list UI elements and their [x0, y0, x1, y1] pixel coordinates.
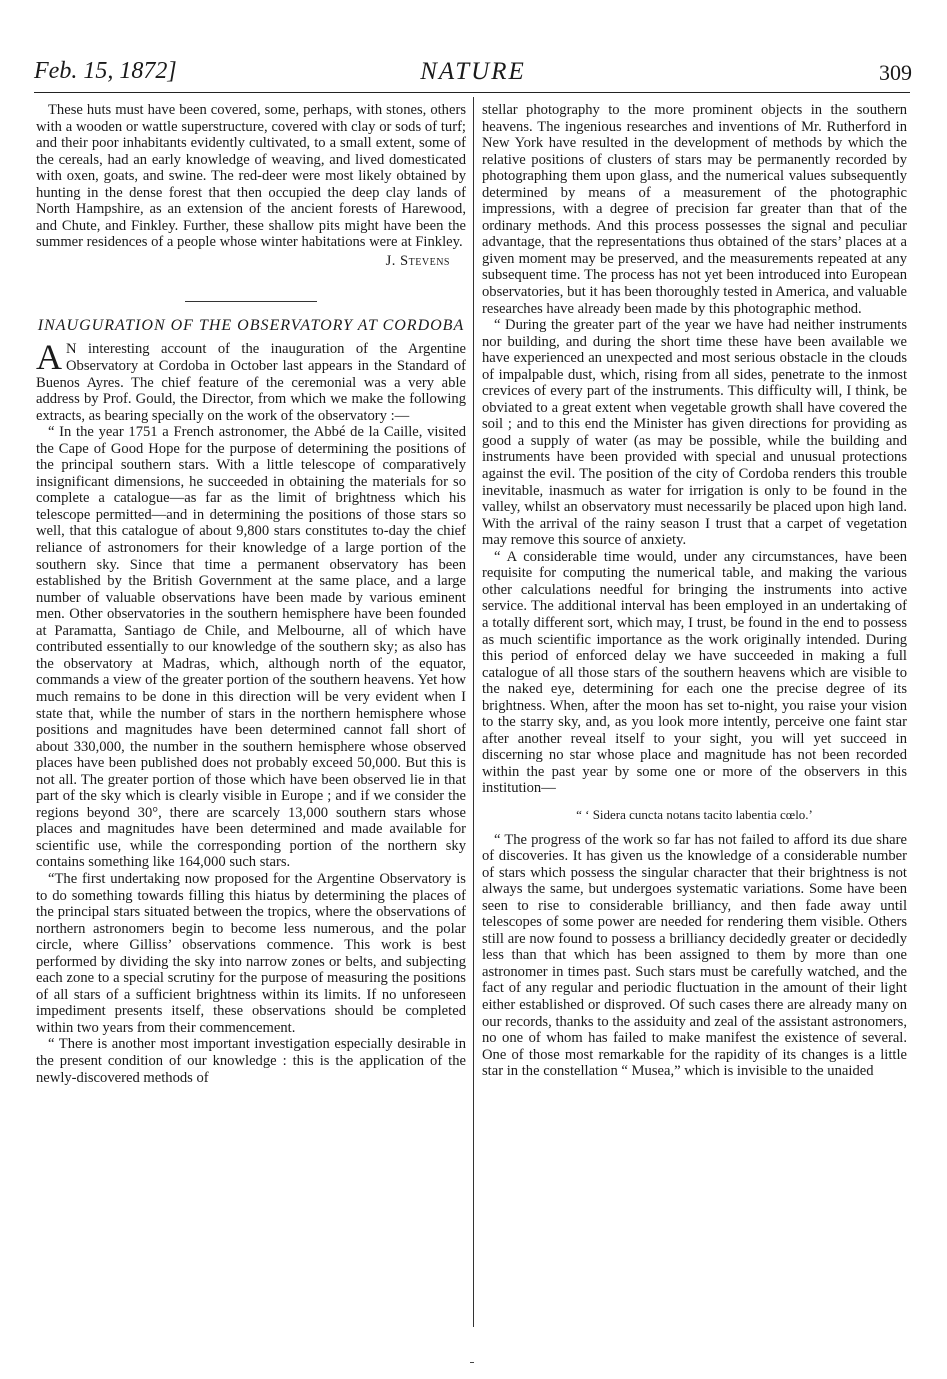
article-paragraph: “ In the year 1751 a French astronomer, the Abbé de la Caille, visited the Cape of Good Hope for the purpose of determining the positions of the principal southern stars. With a little telescope of comparatively insignificant dimensions, he succeeded in obtaining the materials for so complete a catalogue—as far as the limit of brightness which his telescope permitted—and in determining the positions of those stars so well, that this catalogue of about 9,800 stars constitutes to-day the chief reliance of astronomers for their knowledge of a large portion of the southern sky. Since that time a permanent observatory has been established by the British Government at the same place, and a large number of valuable observations have been made by various eminent men. Other observatories in the southern hemisphere have been founded at Paramatta, Santiago de Chile, and Melbourne, all of which have contributed essentially to our knowledge of the southern sky; as also has the observatory at Madras, which, although north of the equator, commands a view of the greater portion of the southern heavens. Yet how much remains to be done in this direction will be very evident when I state that, while the number of stars in the northern hemisphere whose positions and magnitudes have been determined cannot fall short of about 330,000, the number in the southern hemisphere whose observed places have been published does not probably exceed 50,000. But this is not all. The greater portion of those which have been observed lie in that part of the sky which is clearly visible in Europe ; and if we consider the regions beyond 30°, there are scarcely 13,000 southern stars whose places and magnitudes have been determined and made available for scientific use, while the corresponding portion of the northern sky contains something like 164,000 such stars.: [36, 424, 466, 871]
header-rule: [34, 92, 910, 93]
page-number: 309: [879, 60, 912, 85]
article-paragraph: “ The progress of the work so far has not failed to afford its due share of discoveries. It has given us the knowledge of a considerable number of stars which possess the singular character that their brightness is not always the same, but undergoes systematic variations. Some have been seen to rise to considerable brilliancy, and then fade away until telescopes of some power are needed for rendering them visible. Others still are now found to possess a brilliancy decidedly greater or decidedly less than that which has been assigned to them by more than one astronomer in times past. Such stars must be carefully watched, and the fact of any regular and periodic fluctuation in the amount of their light either established or disproved. Of such cases there are already many on our records, thanks to the assiduity and zeal of the assistant astronomers, no one of whom has failed to make manifest the existence of several. One of those most remarkable for the rapidity of its changes is a little star in the constellation “ Musea,” which is invisible to the unaided: [482, 831, 907, 1080]
page-header: [34, 58, 912, 92]
column-divider: [473, 97, 474, 1327]
article-paragraph: [36, 337, 466, 424]
latin-quotation: “ ‘ Sidera cuncta notans tacito labentia cœlo.’: [576, 806, 813, 822]
intro-paragraph: These huts must have been covered, some, perhaps, with stones, others with a wooden or wattle superstructure, covered with clay or sods of turf; and their poor inhabitants evidently cultivated, to a small extent, some of the cereals, had an early knowledge of weaving, and lived domesticated with oxen, goats, and swine. The red-deer were most likely obtained by hunting in the dense forest that then occupied the deep clay lands of North Hampshire, as an extension of the ancient forests of Harewood, and Chute, and Finkley. Further, these shallow pits might have been the summer residences of a people whose winter habitations were at Finkley.: [36, 102, 466, 251]
signature-text: J. Stevens: [385, 252, 450, 269]
article-title: INAUGURATION OF THE OBSERVATORY AT CORDOBA: [37, 317, 465, 335]
issue-date: Feb. 15, 1872]: [34, 58, 177, 84]
right-column: [482, 102, 907, 1080]
article-paragraph: “ During the greater part of the year we have had neither instruments nor building, and during the short time these have been available we have experienced an unexpected and most serious obstacle in the clouds of impalpable dust, which, rising from all sides, penetrate to the inmost crevices of every part of the instruments. This difficulty will, I think, be obviated to a great extent when vegetable growth shall have covered the soil ; and to this end the Minister has given directions for providing as good a supply of water (as may be possible, while the building and instruments have been provided with special and unusual protections against the evil. The position of the city of Cordoba renders this trouble inevitable, inasmuch as water for irrigation is only to be found in the valley, whilst an observatory must necessarily be placed upon high land. With the arrival of the rainy season I trust that a carpet of vegetation may remove this source of anxiety.: [482, 317, 907, 549]
drop-cap: A: [36, 337, 62, 378]
journal-title: NATURE: [420, 58, 526, 85]
article-separator: [185, 301, 317, 302]
article-paragraph: stellar photography to the more prominent objects in the southern heavens. The ingenious researches and inventions of Mr. Rutherford in New York have resulted in the development of methods by which the relative positions of clusters of stars may be permanently recorded by photographing them upon glass, and the numerical values subsequently determined by means of a measurement of the photographic impressions, with a degree of precision far greater than that of the ordinary methods. And this process possesses the signal and peculiar advantage, that the representations thus obtained of the stars’ places at a given moment may be preserved, and the measurements repeated at any subsequent time. The process has not yet been introduced into European observatories, but it has been thoroughly tested in America, and valuable researches have already been made by this photographic method.: [482, 102, 907, 317]
paragraph-text: N interesting account of the inauguration of the Argentine Observatory at Cordoba in October last appears in the Standard of Buenos Ayres. The chief feature of the ceremonial was a very able address by Prof. Gould, the Director, from which we make the following extracts, as bearing specially on the work of the observatory :—: [36, 341, 466, 424]
article-paragraph: “The first undertaking now proposed for the Argentine Observatory is to do something towards filling this hiatus by determining the places of the principal stars situated between the tropics, where the observations of northern astronomers begin to become less numerous, and the polar circle, where Gilliss’ observations commence. This work is best performed by dividing the sky into narrow zones or belts, and subjecting each zone to a special scrutiny for the purpose of measuring the positions of all stars of a sufficient brightness within its limits. If no unforeseen impediment presents itself, these observations should be completed within two years from their commencement.: [36, 870, 466, 1036]
article-paragraph: “ There is another most important investigation especially desirable in the present condition of our knowledge : this is the application of the newly-discovered methods of: [36, 1036, 466, 1086]
page-footer-mark: [470, 1362, 474, 1363]
author-signature: [36, 253, 466, 270]
left-column: [36, 102, 466, 1086]
article-paragraph: “ A considerable time would, under any circumstances, have been requisite for computing the numerical table, and making the various other calculations needful for bringing the instruments into active service. The additional interval has been employed in an undertaking of a totally different sort, which may, I trust, be found in the end to possess as much scientific importance as the work originally intended. During this period of enforced delay we have succeeded in making a full catalogue of all those stars of the southern heavens which are visible to the naked eye, determining for each one the precise degree of its brightness. When, after the moon has set to-night, you raise your vision to the starry sky, and, as you look more intently, perceive one faint star after another reveal itself to your sight, you will yet succeed in discerning no star whose place and magnitude has not been recorded within the past year by some one or more of the observers in this institution—: [482, 548, 907, 797]
